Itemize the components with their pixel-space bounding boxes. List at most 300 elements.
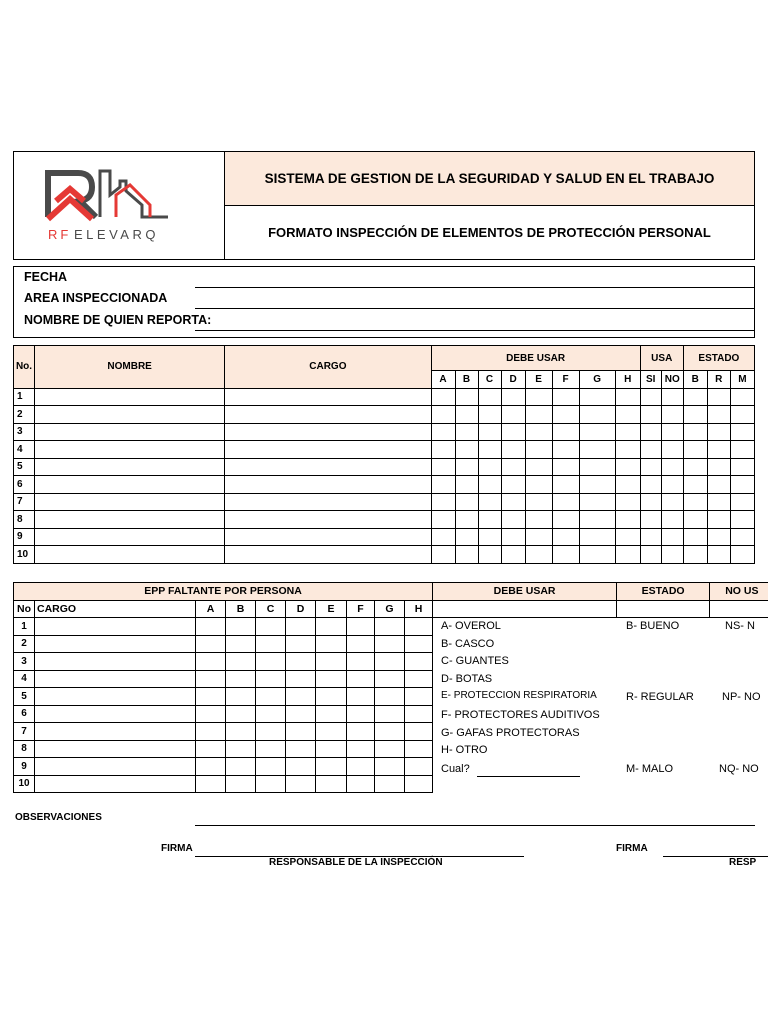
subcol-epp2-f: F xyxy=(347,600,375,618)
table-cell[interactable] xyxy=(707,476,730,494)
table-cell[interactable] xyxy=(661,493,683,511)
table-cell[interactable] xyxy=(525,476,552,494)
table-cell[interactable] xyxy=(683,406,707,424)
table-cell[interactable] xyxy=(640,423,661,441)
table-cell[interactable] xyxy=(683,388,707,406)
table-cell[interactable] xyxy=(552,406,579,424)
subcol-epp2-c: C xyxy=(256,600,286,618)
table-cell[interactable] xyxy=(683,476,707,494)
table-cell[interactable] xyxy=(405,653,433,671)
table-cell[interactable] xyxy=(35,688,196,706)
table-cell[interactable] xyxy=(225,528,431,546)
legend-item: G- GAFAS PROTECTORAS xyxy=(441,727,580,739)
table-cell[interactable] xyxy=(286,740,316,758)
table-header-row xyxy=(14,346,755,371)
table-cell[interactable] xyxy=(256,775,286,793)
table-cell[interactable] xyxy=(615,476,640,494)
table-cell[interactable] xyxy=(375,740,405,758)
legend-estado-item: R- REGULAR xyxy=(626,691,694,703)
row-number: 4 xyxy=(14,441,35,459)
table-cell[interactable] xyxy=(579,458,615,476)
svg-text:ELEVARQ: ELEVARQ xyxy=(74,227,159,242)
table-cell[interactable] xyxy=(196,618,226,636)
table-cell[interactable] xyxy=(256,653,286,671)
table-cell[interactable] xyxy=(478,423,501,441)
table-cell[interactable] xyxy=(525,388,552,406)
table-cell[interactable] xyxy=(478,528,501,546)
table-cell[interactable] xyxy=(375,653,405,671)
table-cell[interactable] xyxy=(225,476,431,494)
table-cell[interactable] xyxy=(226,705,256,723)
table-cell[interactable] xyxy=(640,458,661,476)
table-cell[interactable] xyxy=(316,775,347,793)
table-cell[interactable] xyxy=(405,740,433,758)
table-cell[interactable] xyxy=(683,493,707,511)
table-cell[interactable] xyxy=(405,670,433,688)
row-number: 3 xyxy=(14,653,35,671)
table-cell[interactable] xyxy=(347,705,375,723)
table-cell[interactable] xyxy=(196,688,226,706)
table-cell[interactable] xyxy=(286,618,316,636)
legend-estado-cell xyxy=(617,600,710,618)
legend-no-usa-item: NQ- NO xyxy=(719,763,759,775)
area-label: AREA INSPECCIONADA xyxy=(24,291,168,305)
table-cell[interactable] xyxy=(707,528,730,546)
table-cell[interactable] xyxy=(316,618,347,636)
table-cell[interactable] xyxy=(707,423,730,441)
table-cell[interactable] xyxy=(640,388,661,406)
table-cell[interactable] xyxy=(35,493,225,511)
table-cell[interactable] xyxy=(226,740,256,758)
table-cell[interactable] xyxy=(35,723,196,741)
subcol-estado-m: M xyxy=(730,371,754,389)
table-cell[interactable] xyxy=(579,441,615,459)
row-number: 1 xyxy=(14,388,35,406)
table-cell[interactable] xyxy=(286,723,316,741)
table-cell[interactable] xyxy=(730,528,754,546)
table-cell[interactable] xyxy=(405,775,433,793)
table-cell[interactable] xyxy=(35,775,196,793)
table-cell[interactable] xyxy=(478,441,501,459)
table-cell[interactable] xyxy=(455,388,478,406)
table-cell[interactable] xyxy=(196,723,226,741)
table-cell[interactable] xyxy=(730,511,754,529)
table-cell[interactable] xyxy=(552,458,579,476)
subcol-epp2-e: E xyxy=(316,600,347,618)
table-cell[interactable] xyxy=(375,775,405,793)
cual-line[interactable] xyxy=(477,776,580,777)
table-cell[interactable] xyxy=(707,511,730,529)
table-cell[interactable] xyxy=(316,740,347,758)
table-cell[interactable] xyxy=(375,618,405,636)
table-cell[interactable] xyxy=(196,705,226,723)
table-cell[interactable] xyxy=(730,458,754,476)
table-cell[interactable] xyxy=(225,406,431,424)
table-row xyxy=(14,546,755,564)
table-cell[interactable] xyxy=(501,388,525,406)
table-cell[interactable] xyxy=(525,493,552,511)
table-cell[interactable] xyxy=(347,775,375,793)
epp-row xyxy=(14,670,768,688)
table-row xyxy=(14,458,755,476)
table-cell[interactable] xyxy=(431,423,455,441)
table-cell[interactable] xyxy=(35,705,196,723)
table-cell[interactable] xyxy=(256,723,286,741)
epp-missing-table xyxy=(13,582,768,793)
table-cell[interactable] xyxy=(552,423,579,441)
subcol-epp2-g: G xyxy=(375,600,405,618)
table-cell[interactable] xyxy=(35,653,196,671)
table-cell[interactable] xyxy=(661,511,683,529)
table-cell[interactable] xyxy=(226,653,256,671)
table-cell[interactable] xyxy=(35,423,225,441)
table-cell[interactable] xyxy=(225,423,431,441)
table-cell[interactable] xyxy=(256,705,286,723)
table-cell[interactable] xyxy=(286,670,316,688)
table-cell[interactable] xyxy=(316,758,347,776)
table-cell[interactable] xyxy=(256,758,286,776)
table-cell[interactable] xyxy=(455,441,478,459)
legend-no-usa-cell xyxy=(710,600,768,618)
table-cell[interactable] xyxy=(579,546,615,564)
table-cell[interactable] xyxy=(552,388,579,406)
table-cell[interactable] xyxy=(525,441,552,459)
table-cell[interactable] xyxy=(35,511,225,529)
table-cell[interactable] xyxy=(640,493,661,511)
subcol-epp2-d: D xyxy=(286,600,316,618)
table-cell[interactable] xyxy=(730,476,754,494)
table-cell[interactable] xyxy=(478,388,501,406)
table-cell[interactable] xyxy=(226,635,256,653)
subcol-epp-g: G xyxy=(579,371,615,389)
table-cell[interactable] xyxy=(525,528,552,546)
table-cell[interactable] xyxy=(683,511,707,529)
table-cell[interactable] xyxy=(615,441,640,459)
responsable-label-1: RESPONSABLE DE LA INSPECCIÓN xyxy=(269,857,443,868)
table-cell[interactable] xyxy=(730,423,754,441)
fecha-line[interactable] xyxy=(195,287,754,288)
subcol-epp-e: E xyxy=(525,371,552,389)
table-cell[interactable] xyxy=(707,406,730,424)
table-cell[interactable] xyxy=(225,546,431,564)
table-cell[interactable] xyxy=(552,511,579,529)
system-title: SISTEMA DE GESTION DE LA SEGURIDAD Y SALUD EN EL TRABAJO xyxy=(225,152,754,206)
subcol-usa-no: NO xyxy=(661,371,683,389)
table-cell[interactable] xyxy=(730,493,754,511)
table-cell[interactable] xyxy=(35,740,196,758)
table-cell[interactable] xyxy=(501,476,525,494)
table-cell[interactable] xyxy=(501,546,525,564)
table-cell[interactable] xyxy=(730,441,754,459)
table-cell[interactable] xyxy=(455,423,478,441)
table-cell[interactable] xyxy=(525,423,552,441)
table-cell[interactable] xyxy=(316,705,347,723)
table-cell[interactable] xyxy=(35,441,225,459)
table-cell[interactable] xyxy=(640,441,661,459)
table-cell[interactable] xyxy=(661,423,683,441)
table-cell[interactable] xyxy=(35,458,225,476)
table-cell[interactable] xyxy=(455,546,478,564)
table-cell[interactable] xyxy=(35,476,225,494)
table-cell[interactable] xyxy=(286,758,316,776)
table-cell[interactable] xyxy=(478,493,501,511)
nombre-line[interactable] xyxy=(195,330,754,331)
table-cell[interactable] xyxy=(501,493,525,511)
table-cell[interactable] xyxy=(35,388,225,406)
table-cell[interactable] xyxy=(225,441,431,459)
table-cell[interactable] xyxy=(455,476,478,494)
logo-cell xyxy=(14,152,225,259)
table-cell[interactable] xyxy=(316,723,347,741)
fecha-label: FECHA xyxy=(24,270,68,284)
table-cell[interactable] xyxy=(552,528,579,546)
table-cell[interactable] xyxy=(455,511,478,529)
table-cell[interactable] xyxy=(683,528,707,546)
table-cell[interactable] xyxy=(478,458,501,476)
table-cell[interactable] xyxy=(501,528,525,546)
table-cell[interactable] xyxy=(501,441,525,459)
table-cell[interactable] xyxy=(347,740,375,758)
table-cell[interactable] xyxy=(196,635,226,653)
table-cell[interactable] xyxy=(35,546,225,564)
table-cell[interactable] xyxy=(478,476,501,494)
table-cell[interactable] xyxy=(525,406,552,424)
table-cell[interactable] xyxy=(405,758,433,776)
table-cell[interactable] xyxy=(683,546,707,564)
table-cell[interactable] xyxy=(640,406,661,424)
table-cell[interactable] xyxy=(661,528,683,546)
table-cell[interactable] xyxy=(226,758,256,776)
table-cell[interactable] xyxy=(375,723,405,741)
table-cell[interactable] xyxy=(640,528,661,546)
table-cell[interactable] xyxy=(579,406,615,424)
table-cell[interactable] xyxy=(405,635,433,653)
table-cell[interactable] xyxy=(316,670,347,688)
legend-item: Cual? xyxy=(441,763,470,775)
legend-item: H- OTRO xyxy=(441,744,488,756)
table-cell[interactable] xyxy=(375,670,405,688)
subcol-epp2-b: B xyxy=(226,600,256,618)
table-cell[interactable] xyxy=(431,493,455,511)
table-cell[interactable] xyxy=(225,511,431,529)
col-estado-2: ESTADO xyxy=(617,583,710,601)
row-number: 4 xyxy=(14,670,35,688)
table-cell[interactable] xyxy=(286,688,316,706)
table-row xyxy=(14,406,755,424)
table-cell[interactable] xyxy=(347,670,375,688)
table-cell[interactable] xyxy=(525,546,552,564)
table-cell[interactable] xyxy=(405,705,433,723)
table-cell[interactable] xyxy=(316,688,347,706)
table-cell[interactable] xyxy=(552,493,579,511)
table-cell[interactable] xyxy=(431,528,455,546)
table-cell[interactable] xyxy=(347,688,375,706)
table-cell[interactable] xyxy=(316,635,347,653)
table-cell[interactable] xyxy=(661,406,683,424)
table-cell[interactable] xyxy=(196,758,226,776)
legend-item: B- CASCO xyxy=(441,638,495,650)
table-cell[interactable] xyxy=(501,423,525,441)
table-cell[interactable] xyxy=(455,493,478,511)
table-cell[interactable] xyxy=(615,528,640,546)
table-cell[interactable] xyxy=(478,406,501,424)
table-cell[interactable] xyxy=(226,618,256,636)
table-cell[interactable] xyxy=(640,546,661,564)
table-cell[interactable] xyxy=(405,618,433,636)
table-cell[interactable] xyxy=(683,458,707,476)
table-cell[interactable] xyxy=(375,758,405,776)
table-cell[interactable] xyxy=(35,758,196,776)
table-cell[interactable] xyxy=(196,740,226,758)
table-cell[interactable] xyxy=(256,688,286,706)
table-cell[interactable] xyxy=(431,441,455,459)
table-cell[interactable] xyxy=(225,458,431,476)
table-cell[interactable] xyxy=(431,476,455,494)
table-cell[interactable] xyxy=(478,511,501,529)
table-cell[interactable] xyxy=(552,441,579,459)
table-cell[interactable] xyxy=(375,688,405,706)
table-cell[interactable] xyxy=(707,493,730,511)
table-cell[interactable] xyxy=(347,758,375,776)
table-cell[interactable] xyxy=(501,511,525,529)
table-cell[interactable] xyxy=(347,723,375,741)
table-cell[interactable] xyxy=(286,775,316,793)
table-cell[interactable] xyxy=(579,493,615,511)
table-cell[interactable] xyxy=(501,458,525,476)
table-cell[interactable] xyxy=(35,406,225,424)
row-number: 9 xyxy=(14,528,35,546)
table-cell[interactable] xyxy=(501,406,525,424)
table-cell[interactable] xyxy=(640,476,661,494)
table-cell[interactable] xyxy=(707,388,730,406)
table-cell[interactable] xyxy=(579,388,615,406)
table-cell[interactable] xyxy=(615,511,640,529)
subcol-epp-a: A xyxy=(431,371,455,389)
table-cell[interactable] xyxy=(579,423,615,441)
table-cell[interactable] xyxy=(730,388,754,406)
table-cell[interactable] xyxy=(225,493,431,511)
table-cell[interactable] xyxy=(615,388,640,406)
table-cell[interactable] xyxy=(286,635,316,653)
legend-item: E- PROTECCION RESPIRATORIA xyxy=(441,690,597,701)
table-cell[interactable] xyxy=(196,670,226,688)
table-cell[interactable] xyxy=(347,635,375,653)
row-number: 6 xyxy=(14,476,35,494)
table-cell[interactable] xyxy=(552,476,579,494)
observaciones-line[interactable] xyxy=(195,825,755,826)
table-cell[interactable] xyxy=(455,406,478,424)
table-cell[interactable] xyxy=(661,388,683,406)
table-cell[interactable] xyxy=(196,775,226,793)
table-cell[interactable] xyxy=(226,670,256,688)
table-cell[interactable] xyxy=(35,670,196,688)
table-cell[interactable] xyxy=(730,406,754,424)
table-cell[interactable] xyxy=(579,476,615,494)
table-cell[interactable] xyxy=(525,511,552,529)
table-cell[interactable] xyxy=(661,441,683,459)
table-cell[interactable] xyxy=(347,653,375,671)
subcol-epp-h: H xyxy=(615,371,640,389)
table-cell[interactable] xyxy=(579,511,615,529)
table-row xyxy=(14,511,755,529)
table-cell[interactable] xyxy=(225,388,431,406)
table-cell[interactable] xyxy=(375,705,405,723)
epp-row xyxy=(14,723,768,741)
epp-header-row xyxy=(14,583,768,601)
table-cell[interactable] xyxy=(661,476,683,494)
table-cell[interactable] xyxy=(286,653,316,671)
row-number: 2 xyxy=(14,406,35,424)
table-cell[interactable] xyxy=(286,705,316,723)
table-cell[interactable] xyxy=(707,546,730,564)
table-cell[interactable] xyxy=(256,740,286,758)
table-cell[interactable] xyxy=(35,528,225,546)
responsable-label-2: RESP xyxy=(729,857,757,868)
table-cell[interactable] xyxy=(316,653,347,671)
table-cell[interactable] xyxy=(405,688,433,706)
table-cell[interactable] xyxy=(226,688,256,706)
table-cell[interactable] xyxy=(256,635,286,653)
table-cell[interactable] xyxy=(347,618,375,636)
table-cell[interactable] xyxy=(455,528,478,546)
table-cell[interactable] xyxy=(579,528,615,546)
legend-item: C- GUANTES xyxy=(441,655,509,667)
table-cell[interactable] xyxy=(640,511,661,529)
table-cell[interactable] xyxy=(196,653,226,671)
table-cell[interactable] xyxy=(707,458,730,476)
table-cell[interactable] xyxy=(35,618,196,636)
table-cell[interactable] xyxy=(661,458,683,476)
subcol-epp-f: F xyxy=(552,371,579,389)
table-cell[interactable] xyxy=(455,458,478,476)
table-cell[interactable] xyxy=(615,458,640,476)
area-line[interactable] xyxy=(195,308,754,309)
table-cell[interactable] xyxy=(431,406,455,424)
table-cell[interactable] xyxy=(431,388,455,406)
table-cell[interactable] xyxy=(661,546,683,564)
table-row xyxy=(14,441,755,459)
table-cell[interactable] xyxy=(683,423,707,441)
form-title: FORMATO INSPECCIÓN DE ELEMENTOS DE PROTECCIÓN PERSONAL xyxy=(268,225,711,240)
table-cell[interactable] xyxy=(683,441,707,459)
table-cell[interactable] xyxy=(525,458,552,476)
table-cell[interactable] xyxy=(707,441,730,459)
table-cell[interactable] xyxy=(615,423,640,441)
table-cell[interactable] xyxy=(431,511,455,529)
table-cell[interactable] xyxy=(256,670,286,688)
subcol-epp2-h: H xyxy=(405,600,433,618)
table-cell[interactable] xyxy=(431,458,455,476)
row-number: 7 xyxy=(14,493,35,511)
row-number: 6 xyxy=(14,705,35,723)
table-cell[interactable] xyxy=(552,546,579,564)
table-cell[interactable] xyxy=(730,546,754,564)
table-cell[interactable] xyxy=(478,546,501,564)
table-cell[interactable] xyxy=(375,635,405,653)
table-cell[interactable] xyxy=(431,546,455,564)
table-cell[interactable] xyxy=(226,723,256,741)
table-cell[interactable] xyxy=(226,775,256,793)
table-cell[interactable] xyxy=(35,635,196,653)
subcol-usa-si: SI xyxy=(640,371,661,389)
table-cell[interactable] xyxy=(256,618,286,636)
document-header xyxy=(13,151,755,260)
table-cell[interactable] xyxy=(615,546,640,564)
legend-item: F- PROTECTORES AUDITIVOS xyxy=(441,709,600,721)
table-cell[interactable] xyxy=(615,493,640,511)
table-cell[interactable] xyxy=(405,723,433,741)
table-cell[interactable] xyxy=(615,406,640,424)
